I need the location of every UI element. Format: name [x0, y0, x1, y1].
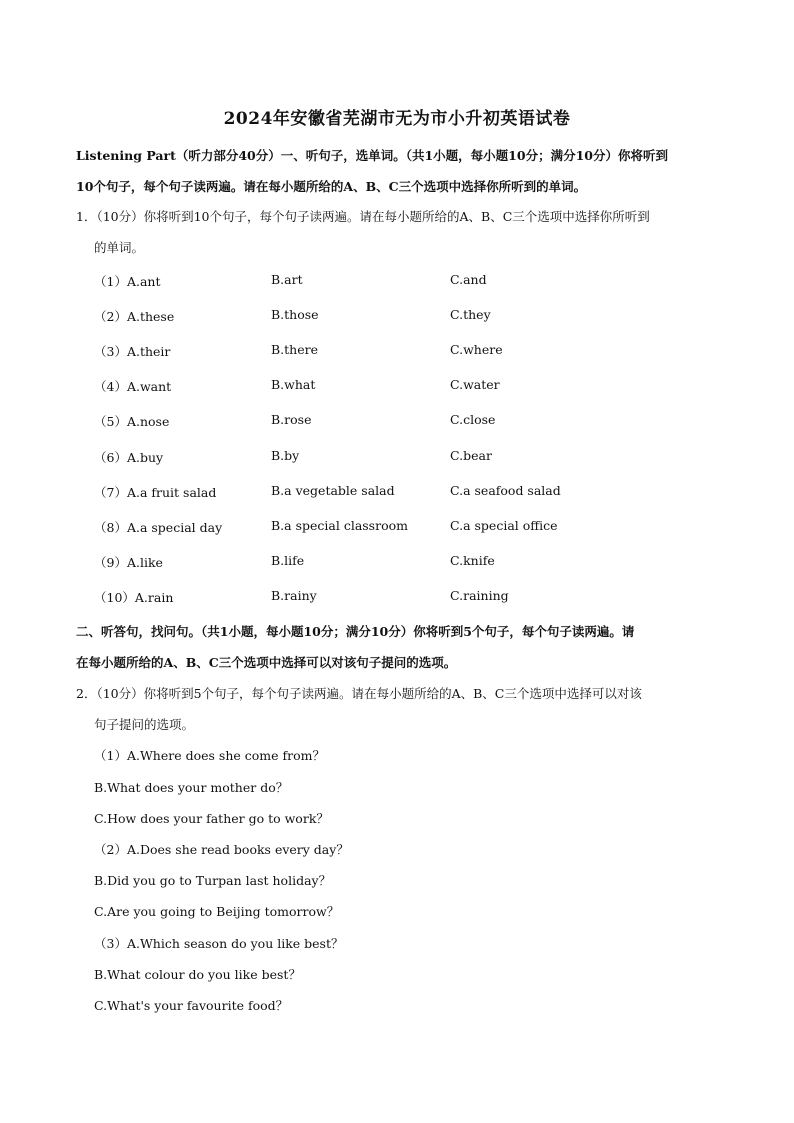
option-a: （8）A.a special day [94, 520, 223, 535]
option-c: C.where [450, 342, 503, 357]
q2-line: （2）A.Does she read books every day？ [94, 842, 349, 857]
option-b: B.art [271, 272, 303, 287]
option-b: B.those [271, 307, 319, 322]
list-item [94, 307, 754, 325]
option-a: （7）A.a fruit salad [94, 485, 217, 500]
option-a: （6）A.buy [94, 450, 164, 465]
option-a: （9）A.like [94, 555, 163, 570]
q2-line: （1）A.Where does she come from？ [94, 748, 325, 763]
section2-line-2: 在每小题所给的A、B、C三个选项中选择可以对该句子提问的选项。 [76, 655, 457, 670]
list-item [94, 483, 754, 501]
intro-line-1: Listening Part（听力部分40分）一、听句子，选单词。（共1小题，每小题10分；满分10分）你将听到 [76, 148, 668, 163]
q2-line: C.Are you going to Beijing tomorrow？ [94, 904, 340, 919]
list-item [94, 342, 754, 360]
option-b: B.by [271, 448, 300, 463]
list-item [94, 448, 754, 466]
list-item [94, 272, 754, 290]
option-b: B.there [271, 342, 319, 357]
list-item [94, 588, 754, 606]
option-b: B.a vegetable salad [271, 483, 395, 498]
option-c: C.close [450, 412, 496, 427]
option-c: C.and [450, 272, 487, 287]
q2-line: C.How does your father go to work？ [94, 811, 329, 826]
q2-line: （3）A.Which season do you like best？ [94, 936, 344, 951]
option-c: C.bear [450, 448, 492, 463]
option-a: （3）A.their [94, 344, 171, 359]
option-c: C.a special office [450, 518, 558, 533]
q2-line: C.What's your favourite food？ [94, 998, 289, 1013]
section2-line-1: 二、听答句，找问句。（共1小题，每小题10分；满分10分）你将听到5个句子，每个句子读两遍。请 [76, 624, 635, 639]
option-b: B.rainy [271, 588, 317, 603]
option-c: C.raining [450, 588, 509, 603]
exam-title: 2024年安徽省芜湖市无为市小升初英语试卷 [223, 109, 571, 129]
list-item [94, 377, 754, 395]
list-item [94, 518, 754, 536]
list-item [94, 412, 754, 430]
intro-line-2: 10个句子，每个句子读两遍。请在每小题所给的A、B、C三个选项中选择你所听到的单词。 [76, 179, 587, 194]
q2-line: B.What does your mother do？ [94, 780, 289, 795]
q1-stem-line-2: 的单词。 [94, 240, 145, 255]
option-a: （1）A.ant [94, 274, 161, 289]
option-a: （4）A.want [94, 379, 172, 394]
q2-line: B.Did you go to Turpan last holiday？ [94, 873, 332, 888]
option-c: C.they [450, 307, 491, 322]
q2-stem-line-1: 2．（10分）你将听到5个句子，每个句子读两遍。请在每小题所给的A、B、C三个选项中选择可以对该 [76, 686, 642, 701]
option-b: B.a special classroom [271, 518, 408, 533]
option-c: C.a seafood salad [450, 483, 561, 498]
q2-line: B.What colour do you like best？ [94, 967, 301, 982]
option-a: （10）A.rain [94, 590, 174, 605]
option-b: B.life [271, 553, 305, 568]
option-a: （2）A.these [94, 309, 175, 324]
option-c: C.knife [450, 553, 495, 568]
q1-stem-line-1: 1．（10分）你将听到10个句子，每个句子读两遍。请在每小题所给的A、B、C三个选项中选择你所听到 [76, 209, 650, 224]
q2-stem-line-2: 句子提问的选项。 [94, 717, 195, 732]
list-item [94, 553, 754, 571]
option-a: （5）A.nose [94, 414, 170, 429]
option-c: C.water [450, 377, 500, 392]
option-b: B.what [271, 377, 316, 392]
option-b: B.rose [271, 412, 312, 427]
